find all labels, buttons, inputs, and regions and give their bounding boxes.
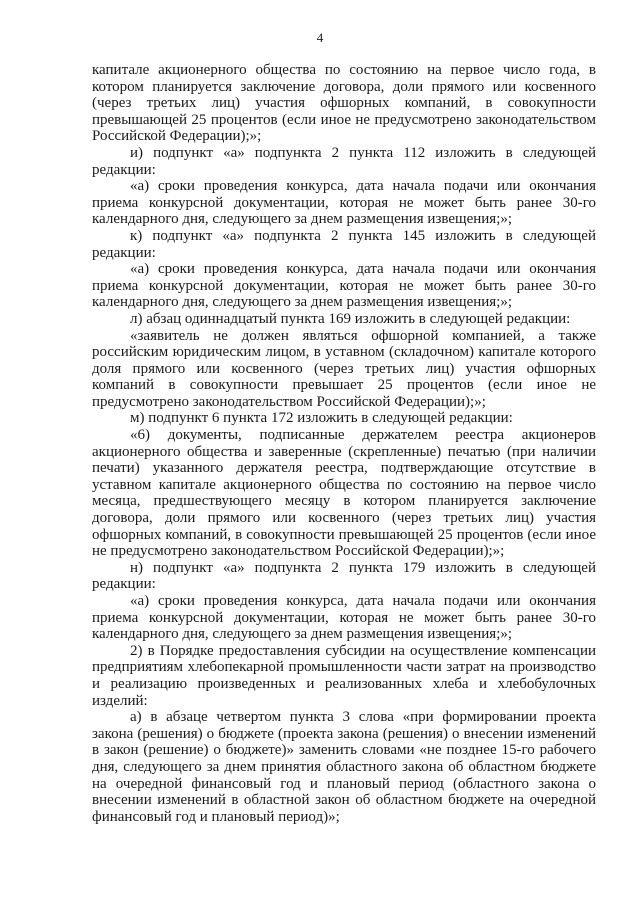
paragraph: «а) сроки проведения конкурса, дата начала подачи или окончания приема конкурсной документации, которая не может быть ранее 30-го календарного дня, следующего за днем размещения извещения;»; — [92, 593, 596, 643]
paragraph: к) подпункт «а» подпункта 2 пункта 145 изложить в следующей редакции: — [92, 227, 596, 261]
page-number: 4 — [316, 30, 324, 45]
paragraph: капитале акционерного общества по состоянию на первое число года, в котором планируется заключение договора, доли прямого или косвенного (через третьих лиц) участия офшорных компаний, в совокупности превышающей 25 процентов (если иное не предусмотрено законодательством Российской Федерации);»; — [92, 62, 596, 145]
paragraph: «6) документы, подписанные держателем реестра акционеров акционерного общества и заверенные (скрепленные) печатью (при наличии печати) указанного держателя реестра, подтверждающие отсутствие в уставном капитале акционерного общества по состоянию на первое число месяца, предшествующего месяцу в котором планируется заключение договора, доли прямого или косвенного (через третьих лиц) участия офшорных компаний, в совокупности превышающей 25 процентов (если иное не предусмотрено законодательством Российской Федерации);»; — [92, 427, 596, 560]
paragraph: м) подпункт 6 пункта 172 изложить в следующей редакции: — [130, 410, 513, 427]
paragraph: и) подпункт «а» подпункта 2 пункта 112 изложить в следующей редакции: — [92, 144, 596, 178]
document-body — [92, 62, 596, 825]
paragraph: «а) сроки проведения конкурса, дата начала подачи или окончания приема конкурсной документации, которая не может быть ранее 30-го календарного дня, следующего за днем размещения извещения;»; — [92, 178, 596, 228]
paragraph: «а) сроки проведения конкурса, дата начала подачи или окончания приема конкурсной документации, которая не может быть ранее 30-го календарного дня, следующего за днем размещения извещения;»; — [92, 261, 596, 311]
paragraph: а) в абзаце четвертом пункта 3 слова «при формировании проекта закона (решения) о бюджете (проекта закона (решения) о внесении изменений в закон (решение) о бюджете)» заменить словами «не позднее 15-го рабочего дня, следующего за днем принятия областного закона об областном бюджете на очередной финансовый год и плановый период (областного закона о внесении изменений в областной закон об областном бюджете на очередной финансовый год и плановый период)»; — [92, 709, 596, 825]
paragraph: л) абзац одиннадцатый пункта 169 изложить в следующей редакции: — [130, 310, 571, 327]
paragraph: «заявитель не должен являться офшорной компанией, а также российским юридическим лицом, в уставном (складочном) капитале которого доля прямого или косвенного (через третьих лиц) участия офшорных компаний в совокупности превышает 25 процентов (если иное не предусмотрено законодательством Российской Федерации);»; — [92, 327, 596, 410]
paragraph: н) подпункт «а» подпункта 2 пункта 179 изложить в следующей редакции: — [92, 559, 596, 593]
paragraph: 2) в Порядке предоставления субсидии на осуществление компенсации предприятиям хлебопекарной промышленности части затрат на производство и реализацию произведенных и реализованных хлеба и хлебобулочных изделий: — [92, 642, 596, 709]
